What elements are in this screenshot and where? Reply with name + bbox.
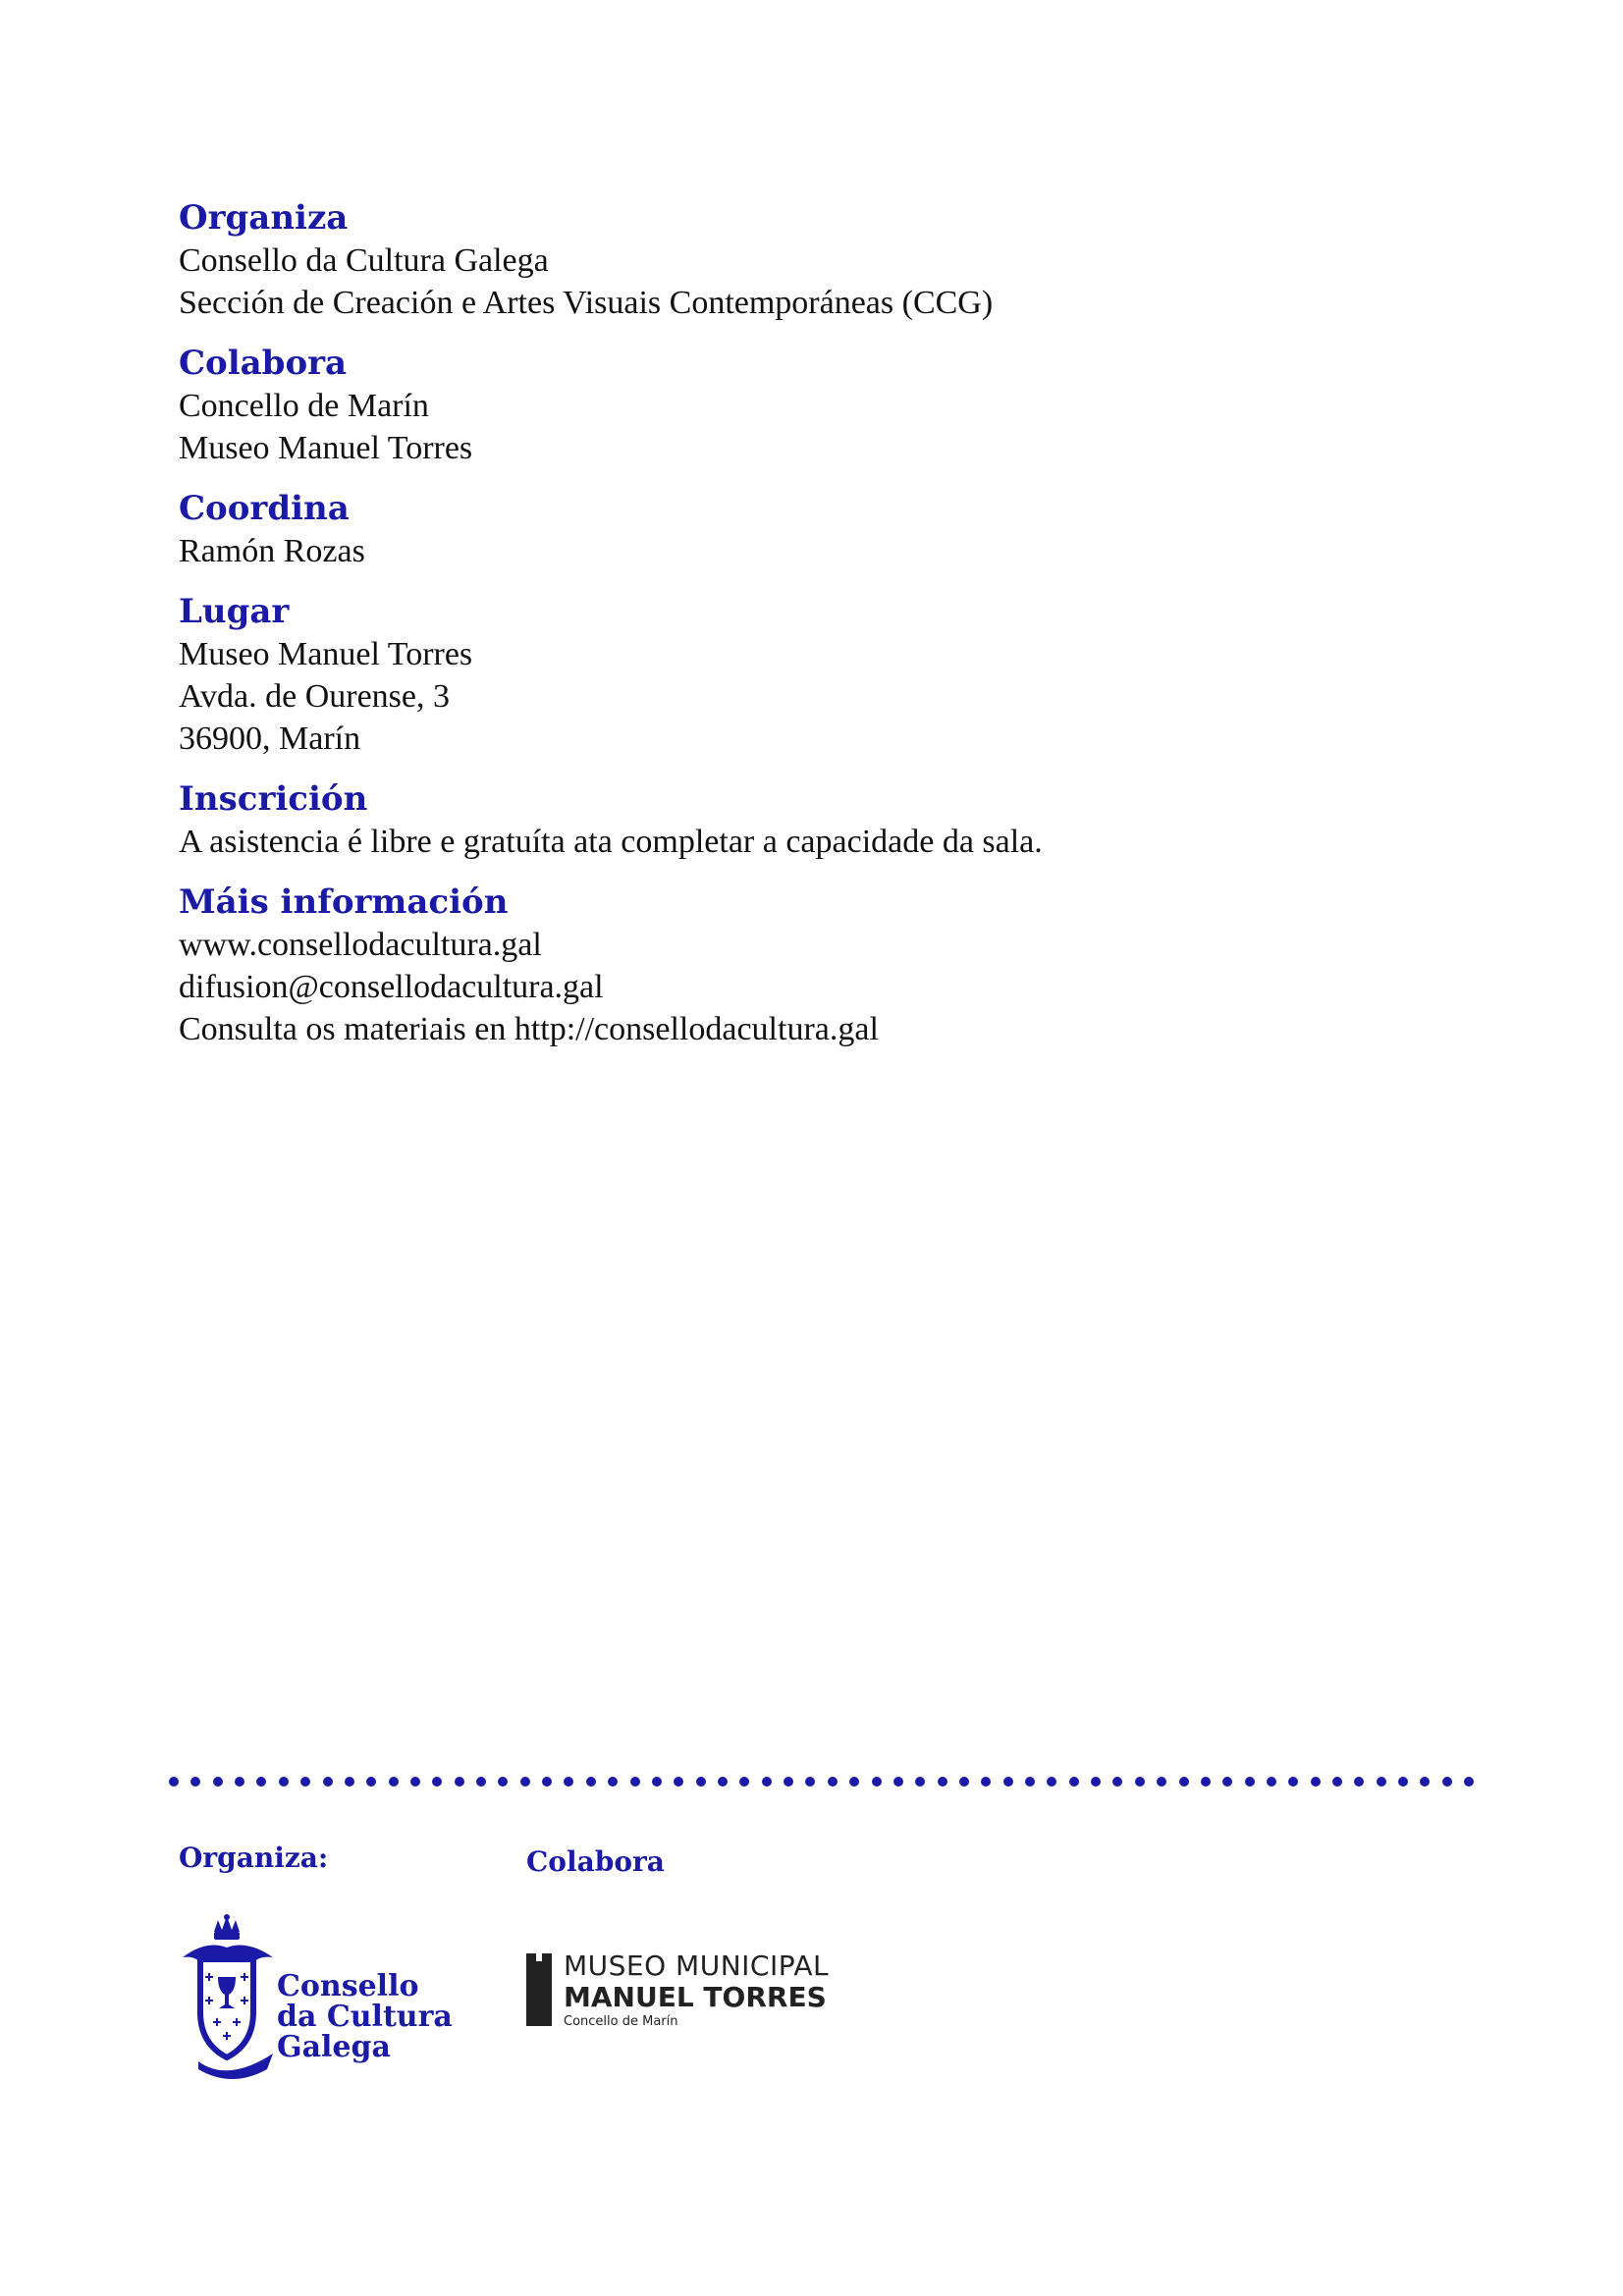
website-link[interactable]: www.consellodacultura.gal bbox=[179, 927, 542, 963]
divider-dot bbox=[432, 1777, 442, 1787]
divider-dot bbox=[652, 1777, 662, 1787]
divider-dot bbox=[169, 1777, 179, 1787]
section-heading: Coordina bbox=[179, 489, 350, 528]
divider-dot bbox=[366, 1777, 376, 1787]
divider-dot bbox=[828, 1777, 838, 1787]
section-line: Ramón Rozas bbox=[179, 533, 365, 569]
dotted-divider bbox=[169, 1777, 1475, 1789]
divider-dot bbox=[455, 1777, 464, 1787]
email-link[interactable]: difusion@consellodacultura.gal bbox=[179, 969, 604, 1005]
section-colabora bbox=[179, 342, 1455, 469]
divider-dot bbox=[1245, 1777, 1255, 1787]
divider-dot bbox=[1179, 1777, 1189, 1787]
divider-dot bbox=[1464, 1777, 1474, 1787]
galicia-shield-icon bbox=[179, 1914, 277, 2081]
museo-logo-line: Concello de Marín bbox=[564, 2014, 678, 2029]
section-line: Consello da Cultura Galega bbox=[179, 242, 549, 279]
divider-dot bbox=[630, 1777, 640, 1787]
museo-mark-icon bbox=[526, 1953, 552, 2026]
section-heading: Colabora bbox=[179, 344, 348, 383]
divider-dot bbox=[805, 1777, 815, 1787]
section-heading: Inscrición bbox=[179, 779, 368, 819]
divider-dot bbox=[959, 1777, 969, 1787]
divider-dot bbox=[520, 1777, 530, 1787]
divider-dot bbox=[1069, 1777, 1079, 1787]
section-organiza bbox=[179, 196, 1455, 324]
divider-dot bbox=[1420, 1777, 1430, 1787]
ccg-logo-text bbox=[277, 1971, 453, 2062]
ccg-logo-line: Consello bbox=[277, 1969, 419, 2003]
divider-dot bbox=[1047, 1777, 1056, 1787]
divider-dot bbox=[893, 1777, 903, 1787]
ccg-logo bbox=[179, 1914, 454, 2081]
section-line: Museo Manuel Torres bbox=[179, 430, 473, 466]
divider-dot bbox=[498, 1777, 508, 1787]
divider-dot bbox=[235, 1777, 244, 1787]
divider-dot bbox=[1354, 1777, 1364, 1787]
divider-dot bbox=[1201, 1777, 1211, 1787]
divider-dot bbox=[213, 1777, 223, 1787]
divider-dot bbox=[1025, 1777, 1035, 1787]
divider-dot bbox=[586, 1777, 596, 1787]
divider-dot bbox=[1003, 1777, 1013, 1787]
divider-dot bbox=[345, 1777, 354, 1787]
divider-dot bbox=[1112, 1777, 1122, 1787]
section-line: Sección de Creación e Artes Visuais Contemporáneas (CCG) bbox=[179, 285, 994, 321]
divider-dot bbox=[762, 1777, 772, 1787]
divider-dot bbox=[696, 1777, 706, 1787]
section-heading: Organiza bbox=[179, 198, 349, 238]
ccg-logo-line: Galega bbox=[277, 2030, 391, 2064]
divider-dot bbox=[279, 1777, 289, 1787]
divider-dot bbox=[1332, 1777, 1342, 1787]
section-lugar bbox=[179, 590, 1455, 760]
divider-dot bbox=[1442, 1777, 1452, 1787]
divider-dot bbox=[190, 1777, 200, 1787]
museo-logo-line: MANUEL TORRES bbox=[564, 1981, 827, 2013]
divider-dot bbox=[938, 1777, 947, 1787]
divider-dot bbox=[718, 1777, 728, 1787]
divider-dot bbox=[1377, 1777, 1386, 1787]
divider-dot bbox=[608, 1777, 618, 1787]
footer bbox=[169, 1777, 1475, 2064]
divider-dot bbox=[1398, 1777, 1408, 1787]
divider-dot bbox=[849, 1777, 859, 1787]
section-coordina bbox=[179, 487, 1455, 572]
divider-dot bbox=[1157, 1777, 1166, 1787]
section-heading: Máis información bbox=[179, 882, 509, 922]
divider-dot bbox=[564, 1777, 573, 1787]
divider-dot bbox=[1091, 1777, 1101, 1787]
section-inscricion bbox=[179, 777, 1455, 863]
divider-dot bbox=[872, 1777, 882, 1787]
footer-colabora-label: Colabora bbox=[526, 1845, 665, 1878]
divider-dot bbox=[542, 1777, 552, 1787]
divider-dot bbox=[300, 1777, 310, 1787]
section-line: Concello de Marín bbox=[179, 388, 429, 424]
divider-dot bbox=[1135, 1777, 1145, 1787]
divider-dot bbox=[256, 1777, 266, 1787]
divider-dot bbox=[1222, 1777, 1232, 1787]
footer-organiza-label: Organiza: bbox=[179, 1842, 329, 1874]
info-content bbox=[179, 196, 1455, 1068]
divider-dot bbox=[323, 1777, 333, 1787]
section-line: 36900, Marín bbox=[179, 721, 361, 757]
museo-logo-line: MUSEO MUNICIPAL bbox=[564, 1949, 830, 1982]
divider-dot bbox=[1267, 1777, 1276, 1787]
divider-dot bbox=[476, 1777, 486, 1787]
divider-dot bbox=[674, 1777, 683, 1787]
divider-dot bbox=[1288, 1777, 1298, 1787]
divider-dot bbox=[915, 1777, 925, 1787]
ccg-logo-line: da Cultura bbox=[277, 2000, 453, 2034]
section-heading: Lugar bbox=[179, 592, 290, 631]
divider-dot bbox=[410, 1777, 420, 1787]
divider-dot bbox=[739, 1777, 749, 1787]
divider-dot bbox=[389, 1777, 399, 1787]
divider-dot bbox=[1311, 1777, 1321, 1787]
divider-dot bbox=[981, 1777, 991, 1787]
section-mais-informacion bbox=[179, 881, 1455, 1050]
section-line: Avda. de Ourense, 3 bbox=[179, 678, 451, 715]
section-line: A asistencia é libre e gratuíta ata completar a capacidade da sala. bbox=[179, 824, 1043, 860]
section-line: Museo Manuel Torres bbox=[179, 636, 473, 672]
divider-dot bbox=[784, 1777, 793, 1787]
materials-link[interactable]: Consulta os materiais en http://consellodacultura.gal bbox=[179, 1011, 879, 1047]
museo-manuel-torres-logo bbox=[526, 1949, 840, 2028]
